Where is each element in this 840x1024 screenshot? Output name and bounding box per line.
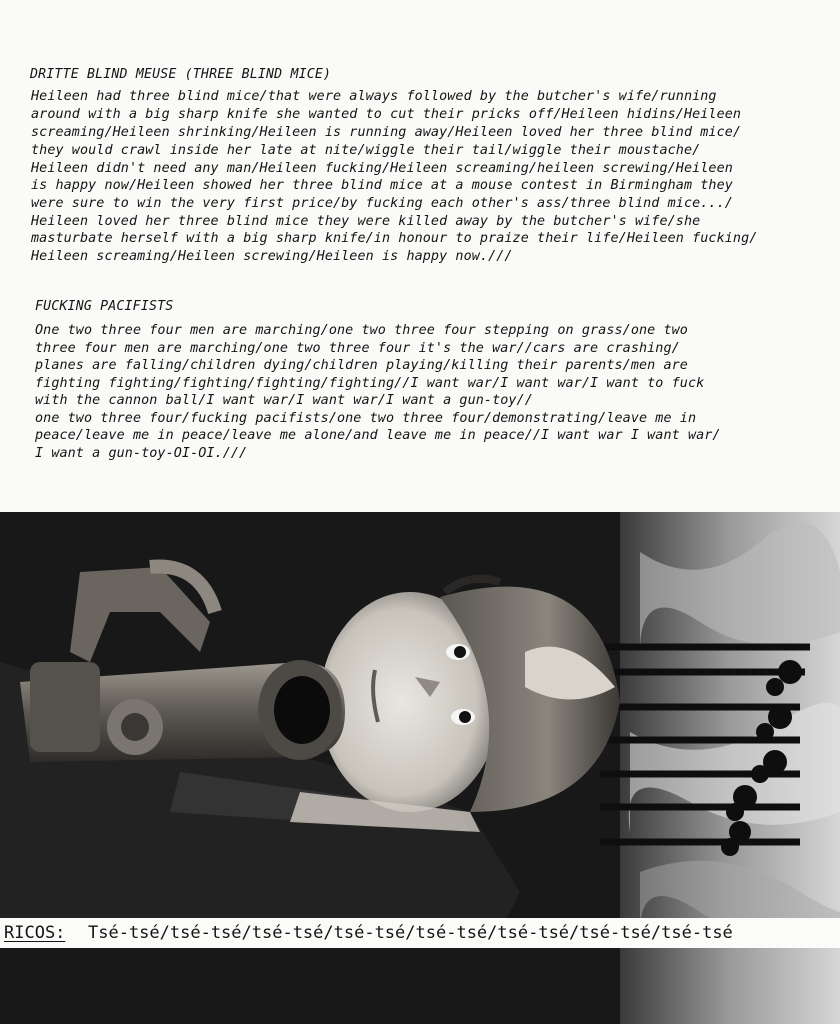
lyric-line: masturbate herself with a big sharp knife/in honour to praize their life/Heileen fucking/ bbox=[31, 231, 758, 246]
lyric-line: Heileen loved her three blind mice they were killed away by the butcher's wife/she bbox=[31, 214, 701, 229]
lyric-line: they would crawl inside her late at nite/wiggle their tail/wiggle their moustache/ bbox=[31, 143, 701, 158]
lyric-line: one two three four/fucking pacifists/one two three four/demonstrating/leave me in bbox=[35, 411, 697, 426]
lyric-line: is happy now/Heileen showed her three blind mice at a mouse contest in Birmingham they bbox=[31, 178, 733, 193]
lyric-line: were sure to win the very first price/by fucking each other's ass/three blind mice.../ bbox=[31, 196, 733, 211]
lyric-line: three four men are marching/one two three four it's the war//cars are crashing/ bbox=[35, 341, 680, 356]
photo-caption-strip bbox=[0, 918, 840, 948]
lyric-line: One two three four men are marching/one two three four stepping on grass/one two bbox=[35, 323, 688, 338]
caption-label: RICOS: bbox=[4, 923, 66, 943]
lyric-line: Heileen had three blind mice/that were always followed by the butcher's wife/running bbox=[31, 89, 717, 104]
lyric-line: peace/leave me in peace/leave me alone/and leave me in peace//I want war I want war/ bbox=[35, 428, 721, 443]
lyric-line: with the cannon ball/I want war/I want war/I want a gun-toy// bbox=[35, 393, 533, 408]
lyric-line: I want a gun-toy-OI-OI./// bbox=[35, 446, 248, 461]
lyric-line: Heileen didn't need any man/Heileen fucking/Heileen screaming/heileen screwing/Heileen bbox=[31, 161, 733, 176]
lyric-line: planes are falling/children dying/children playing/killing their parents/men are bbox=[35, 358, 688, 373]
lyric-line: Heileen screaming/Heileen screwing/Heileen is happy now./// bbox=[31, 249, 513, 264]
song-title-dritte-blind-meuse: DRITTE BLIND MEUSE (THREE BLIND MICE) bbox=[30, 67, 332, 82]
lyric-line: screaming/Heileen shrinking/Heileen is running away/Heileen loved her three blind mice/ bbox=[31, 125, 742, 140]
lyric-line: around with a big sharp knife she wanted to cut their pricks off/Heileen hidins/Heileen bbox=[31, 107, 742, 122]
lyric-line: fighting fighting/fighting/fighting/fighting//I want war/I want war/I want to fuck bbox=[35, 376, 705, 391]
caption-text: Tsé-tsé/tsé-tsé/tsé-tsé/tsé-tsé/tsé-tsé/tsé-tsé/tsé-tsé/tsé-tsé bbox=[88, 923, 733, 943]
song-title-fucking-pacifists: FUCKING PACIFISTS bbox=[35, 299, 174, 314]
